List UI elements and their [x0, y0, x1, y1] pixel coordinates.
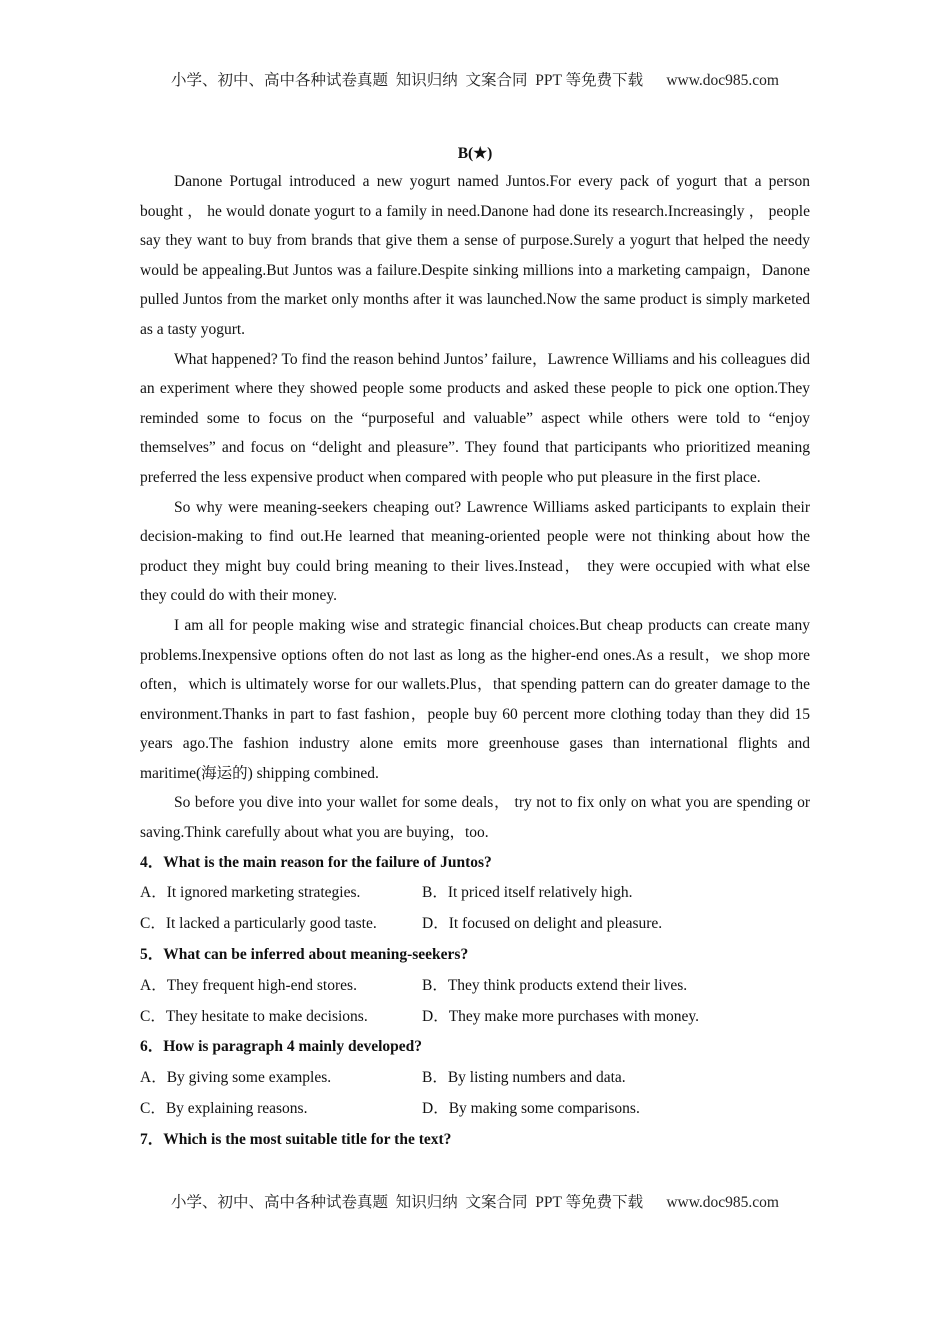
- option-b: B．It priced itself relatively high.: [422, 884, 633, 902]
- question-4: [140, 848, 810, 940]
- paragraph-3: So why were meaning-seekers cheaping out? Lawrence Williams asked participants to explain their decision-making to find out.He learned that meaning-oriented people were not thinking about how the product they might buy could bring meaning to their lives.Instead， they were occupied with what else they could do with their money.: [140, 498, 810, 605]
- option-d: D．It focused on delight and pleasure.: [422, 915, 663, 933]
- question-7: [140, 1125, 810, 1156]
- paragraph-5: So before you dive into your wallet for some deals， try not to fix only on what you are spending or saving.Think carefully about what you are buying，too.: [140, 794, 810, 842]
- page-header: 小学、初中、高中各种试卷真题 知识归纳 文案合同 PPT 等免费下载 www.doc985.com: [171, 72, 779, 89]
- option-c: C．It lacked a particularly good taste.: [140, 915, 377, 933]
- question-stem: 7．Which is the most suitable title for the text?: [140, 1130, 452, 1148]
- document-body: [140, 143, 810, 1156]
- option-d: D．By making some comparisons.: [422, 1100, 640, 1118]
- option-a: A．They frequent high-end stores.: [140, 976, 357, 994]
- option-b: B．They think products extend their lives.: [422, 976, 688, 994]
- paragraph-1: Danone Portugal introduced a new yogurt named Juntos.For every pack of yogurt that a person bought ， he would donate yogurt to a family in need.Danone had done its research.Increasingly ， people say they want to buy from brands that give them a sense of purpose.Surely a yogurt that helped the needy would be appealing.But Juntos was a failure.Despite sinking millions into a marketing campaign，Danone pulled Juntos from the market only months after it was launched.Now the same product is simply marketed as a tasty yogurt.: [140, 173, 810, 338]
- question-5: [140, 940, 810, 1032]
- question-stem: 4．What is the main reason for the failure of Juntos?: [140, 853, 492, 871]
- option-b: B．By listing numbers and data.: [422, 1069, 626, 1087]
- paragraph-4: I am all for people making wise and strategic financial choices.But cheap products can create many problems.Inexpensive options often do not last as long as the higher-end ones.As a result，we shop more often，which is ultimately worse for our wallets.Plus，that spending pattern can do greater damage to the environment.Thanks in part to fast fashion，people buy 60 percent more clothing today than they did 15 years ago.The fashion industry alone emits more greenhouse gases than international flights and maritime(海运的) shipping combined.: [140, 616, 810, 782]
- option-c: C．By explaining reasons.: [140, 1100, 308, 1118]
- question-stem: 5．What can be inferred about meaning-seekers?: [140, 946, 469, 964]
- option-c: C．They hesitate to make decisions.: [140, 1007, 368, 1025]
- section-title: B(★): [457, 145, 493, 162]
- paragraph-2: What happened? To find the reason behind Juntos’ failure，Lawrence Williams and his colleagues did an experiment where they showed people some products and asked these people to pick one option.They reminded some to focus on the “purposeful and valuable” aspect while others were told to “enjoy themselves” and focus on “delight and pleasure”. They found that participants who prioritized meaning preferred the less expensive product when compared with people who put pleasure in the first place.: [140, 350, 810, 486]
- option-a: A．By giving some examples.: [140, 1069, 332, 1087]
- page-footer: 小学、初中、高中各种试卷真题 知识归纳 文案合同 PPT 等免费下载 www.doc985.com: [171, 1194, 779, 1211]
- question-stem: 6．How is paragraph 4 mainly developed?: [140, 1038, 423, 1056]
- option-d: D．They make more purchases with money.: [422, 1007, 700, 1025]
- option-a: A．It ignored marketing strategies.: [140, 884, 361, 902]
- question-6: [140, 1032, 810, 1124]
